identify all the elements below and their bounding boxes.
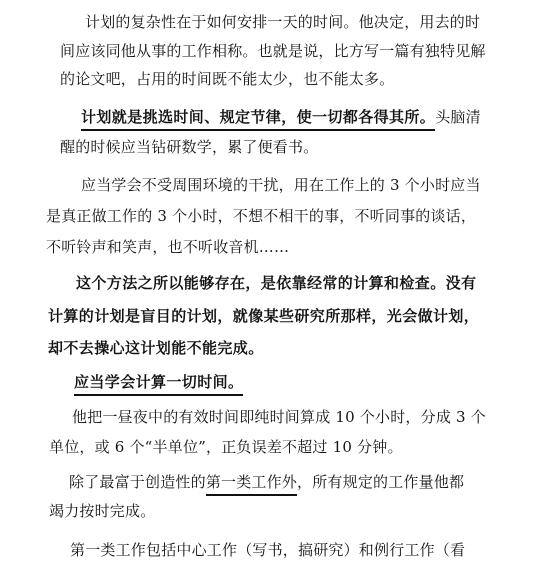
text-line: 是真正做工作的 3 个小时，不想不相干的事，不听同事的谈话， [46, 207, 477, 225]
text-line: 计划的复杂性在于如何安排一天的时间。他决定，用去的时 [85, 13, 481, 31]
section-heading [74, 372, 243, 396]
text-line [81, 107, 481, 131]
text-line: 单位，或 6 个“半单位”，正负误差不超过 10 分钟。 [49, 438, 403, 456]
text-line: 应当学会不受周围环境的干扰，用在工作上的 3 个小时应当 [81, 176, 481, 194]
text-line: 竭力按时完成。 [49, 502, 156, 520]
text-span: 除了最富于创造性的 [69, 473, 206, 491]
bold-text-line: 这个方法之所以能够存在，是依靠经常的计算和检查。没有 [76, 274, 477, 292]
text-line: 第一类工作包括中心工作（写书，搞研究）和例行工作（看 [70, 541, 466, 559]
bold-text-line: 计算的计划是盲目的计划，就像某些研究所那样，光会做计划， [48, 307, 480, 325]
heading-underlined: 应当学会计算一切时间。 [74, 372, 243, 396]
text-span: ，所有规定的工作量他都 [297, 473, 465, 491]
bold-text-line: 却不去操心这计划能不能完成。 [48, 339, 264, 357]
text-line: 他把一昼夜中的有效时间即纯时间算成 10 个小时，分成 3 个 [72, 408, 486, 426]
emphasis-underlined: 计划就是挑选时间、规定节律，使一切都各得其所。 [81, 107, 435, 131]
text-span: 头脑清 [435, 108, 481, 126]
text-line [69, 472, 464, 496]
text-line: 不听铃声和笑声，也不听收音机…… [46, 238, 290, 256]
text-line: 醒的时候应当钻研数学，累了便看书。 [60, 138, 319, 156]
text-line: 的论文吧，占用的时间既不能太少，也不能太多。 [60, 70, 395, 88]
text-line: 间应该同他从事的工作相称。也就是说，比方写一篇有独特见解 [60, 42, 486, 60]
underlined-span: 第一类工作外 [206, 472, 297, 496]
